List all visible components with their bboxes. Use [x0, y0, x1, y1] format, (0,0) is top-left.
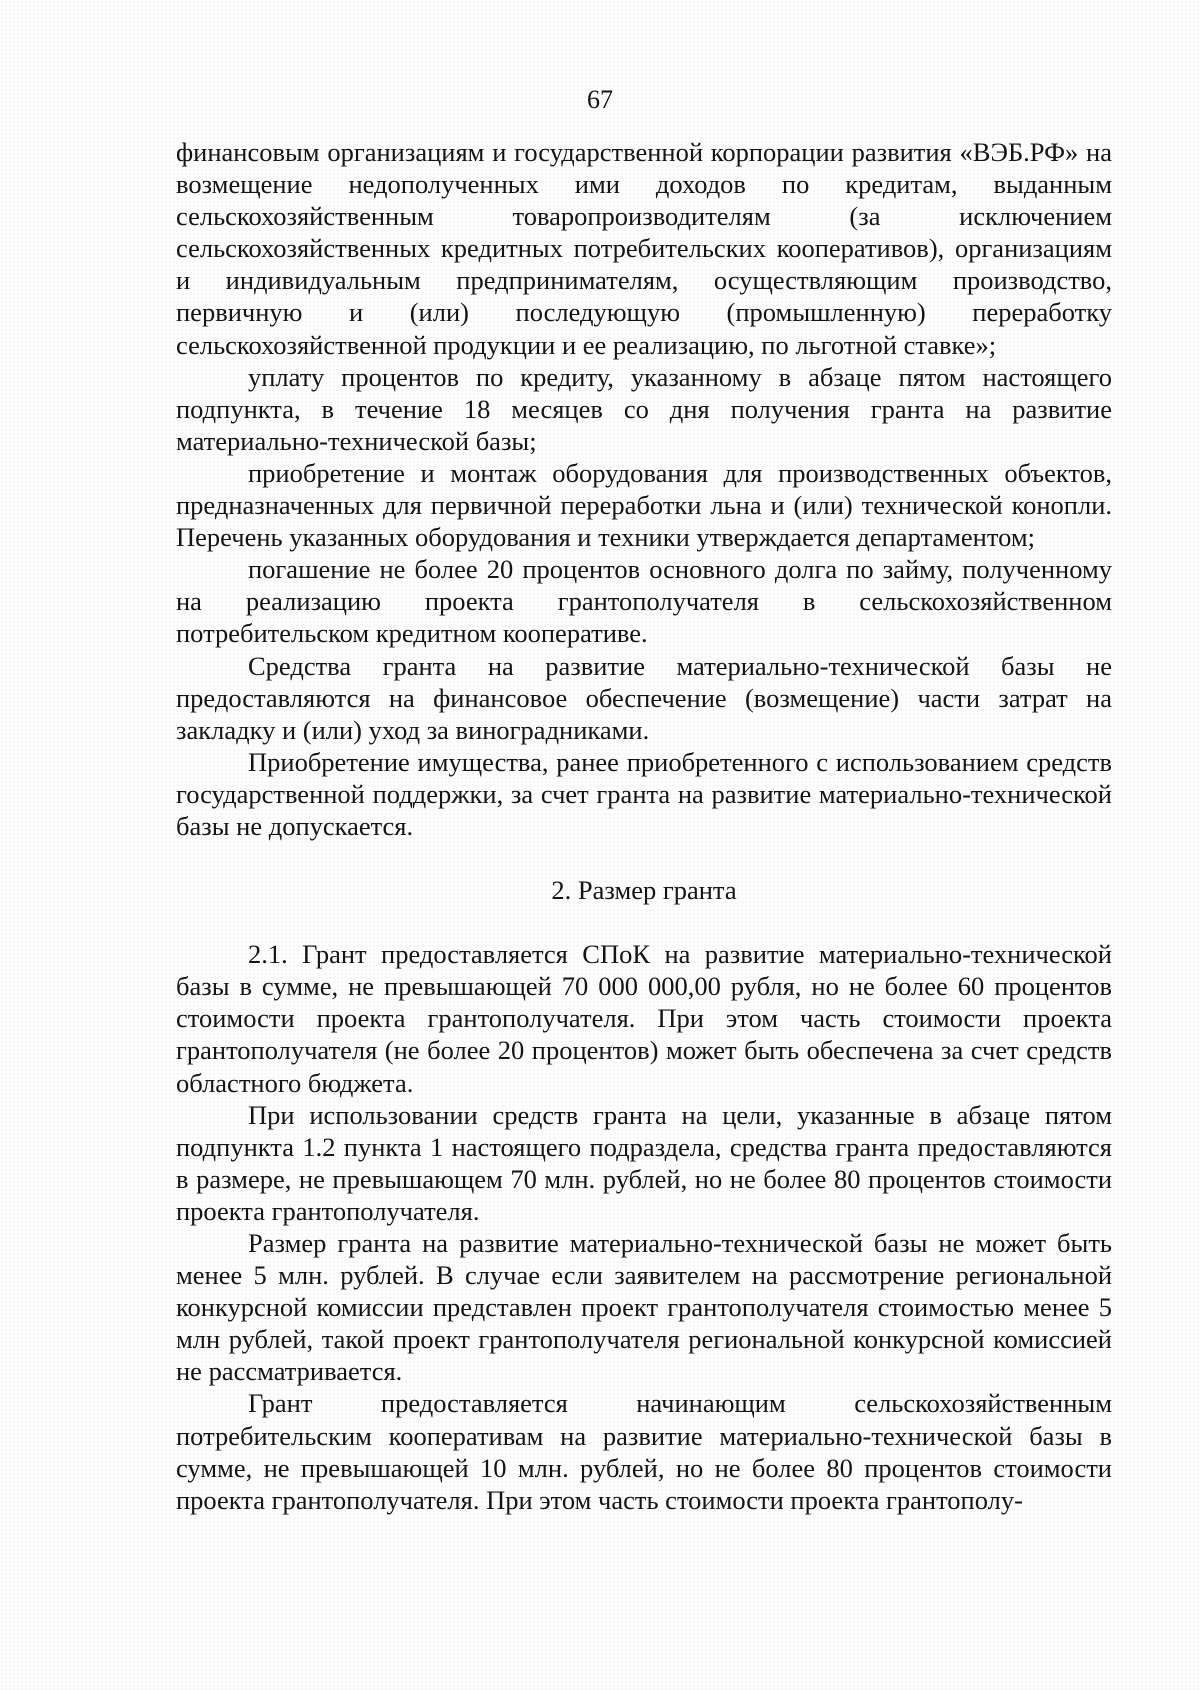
paragraph-continuation: финансовым организациям и государственной корпорации развития «ВЭБ.РФ» на возмещение недополученных ими доходов по кредитам, выданным сельскохозяйственным товаропроизводителям (за исключением сельскохозяйственных кредитных потребительских кооперативов), организациям и индивидуальным предпринимателям, осуществляющим производство, первичную и (или) последующую (промышленную) переработку сельскохозяйственной продукции и ее реализацию, по льготной ставке»; [176, 137, 1112, 360]
paragraph-loan-repayment: погашение не более 20 процентов основного долга по займу, полученному на реализацию проекта грантополучателя в сельскохозяйственном потребительском кредитном кооперативе. [176, 554, 1112, 649]
page-number: 67 [587, 85, 613, 114]
paragraph-vineyard-exclusion: Средства гранта на развитие материально-технической базы не предоставляются на финансовое обеспечение (возмещение) части затрат на закладку и (или) уход за виноградниками. [176, 650, 1112, 745]
paragraph-property-restriction: Приобретение имущества, ранее приобретенного с использованием средств государственной поддержки, за счет гранта на развитие материально-технической базы не допускается. [176, 746, 1112, 841]
paragraph-equipment-purchase: приобретение и монтаж оборудования для производственных объектов, предназначенных для первичной переработки льна и (или) технической конопли. Перечень указанных оборудования и техники утверждается департаментом; [176, 457, 1112, 553]
paragraph-minimum-grant: Размер гранта на развитие материально-технической базы не может быть менее 5 млн. рублей. В случае если заявителем на рассмотрение региональной конкурсной комиссии представлен проект грантополучателя стоимостью менее 5 млн рублей, такой проект грантополучателя региональной конкурсной комиссией не рассматривается. [176, 1228, 1112, 1387]
paragraph-grant-size: 2.1. Грант предоставляется СПоК на развитие материально-технической базы в сумме, не превышающей 70 000 000,00 рубля, но не более 60 процентов стоимости проекта грантополучателя. При этом часть стоимости проекта грантополучателя (не более 20 процентов) может быть обеспечена за счет средств областного бюджета. [176, 939, 1112, 1098]
paragraph-grant-usage: При использовании средств гранта на цели, указанные в абзаце пятом подпункта 1.2 пункта 1 настоящего подраздела, средства гранта предоставляются в размере, не превышающем 70 млн. рублей, но не более 80 процентов стоимости проекта грантополучателя. [176, 1099, 1112, 1226]
document-body [176, 136, 1112, 1516]
section-heading: 2. Размер гранта [551, 875, 737, 906]
paragraph-beginning-cooperatives: Грант предоставляется начинающим сельскохозяйственным потребительским кооперативам на развитие материально-технической базы в сумме, не превышающей 10 млн. рублей, но не более 80 процентов стоимости проекта грантополучателя. При этом часть стоимости проекта грантополу- [176, 1388, 1112, 1515]
paragraph-interest-payment: уплату процентов по кредиту, указанному в абзаце пятом настоящего подпункта, в течение 18 месяцев со дня получения гранта на развитие материально-технической базы; [176, 361, 1112, 456]
